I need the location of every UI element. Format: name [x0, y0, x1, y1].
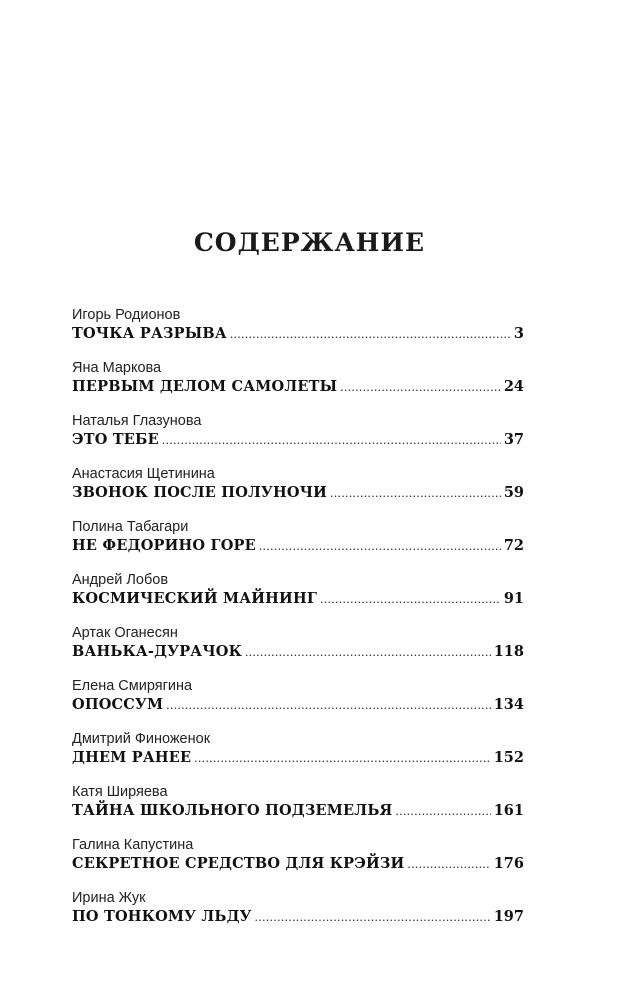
- toc-entry[interactable]: [72, 411, 524, 464]
- story-title: ТАЙНА ШКОЛЬНОГО ПОДЗЕМЕЛЬЯ: [72, 802, 393, 819]
- toc-entry[interactable]: [72, 835, 524, 888]
- dot-leader: [230, 326, 511, 342]
- toc-line: [72, 749, 524, 773]
- page-number: 59: [503, 484, 524, 501]
- author-name: Елена Смирягина: [72, 678, 193, 694]
- story-title: ПЕРВЫМ ДЕЛОМ САМОЛЕТЫ: [72, 378, 338, 395]
- dot-leader: [340, 379, 501, 395]
- dot-leader: [162, 432, 501, 448]
- dot-leader: [259, 538, 501, 554]
- author-name: Наталья Глазунова: [72, 413, 202, 429]
- toc-entry[interactable]: [72, 517, 524, 570]
- toc-entry[interactable]: [72, 570, 524, 623]
- page-number: 72: [503, 537, 524, 554]
- story-title: КОСМИЧЕСКИЙ МАЙНИНГ: [72, 590, 318, 607]
- toc-line: [72, 802, 524, 826]
- dot-leader: [320, 591, 501, 607]
- toc-line: [72, 378, 524, 402]
- page-number: 3: [513, 325, 524, 342]
- page-number: 161: [493, 802, 524, 819]
- story-title: ВАНЬКА-ДУРАЧОК: [72, 643, 242, 660]
- table-of-contents: [72, 305, 524, 941]
- toc-entry[interactable]: [72, 729, 524, 782]
- toc-entry[interactable]: [72, 358, 524, 411]
- page-number: 24: [503, 378, 524, 395]
- story-title: ЭТО ТЕБЕ: [72, 431, 159, 448]
- page-title: СОДЕРЖАНИЕ: [193, 228, 426, 257]
- toc-line: [72, 431, 524, 455]
- page-number: 134: [493, 696, 524, 713]
- page-number: 152: [493, 749, 524, 766]
- toc-line: [72, 908, 524, 932]
- page-number: 91: [503, 590, 524, 607]
- toc-entry[interactable]: [72, 623, 524, 676]
- story-title: ДНЕМ РАНЕЕ: [72, 749, 192, 766]
- toc-line: [72, 590, 524, 614]
- author-name: Полина Табагари: [72, 519, 189, 535]
- dot-leader: [245, 644, 491, 660]
- story-title: СЕКРЕТНОЕ СРЕДСТВО ДЛЯ КРЭЙЗИ: [72, 855, 405, 872]
- story-title: ОПОССУМ: [72, 696, 164, 713]
- toc-entry[interactable]: [72, 888, 524, 941]
- author-name: Яна Маркова: [72, 360, 162, 376]
- dot-leader: [407, 856, 490, 872]
- author-name: Анастасия Щетинина: [72, 466, 215, 482]
- toc-entry[interactable]: [72, 305, 524, 358]
- toc-line: [72, 855, 524, 879]
- page-number: 197: [493, 908, 524, 925]
- story-title: ТОЧКА РАЗРЫВА: [72, 325, 227, 342]
- page-number: 118: [493, 643, 524, 660]
- toc-line: [72, 643, 524, 667]
- story-title: ПО ТОНКОМУ ЛЬДУ: [72, 908, 252, 925]
- author-name: Ирина Жук: [72, 890, 146, 906]
- toc-entry[interactable]: [72, 464, 524, 517]
- dot-leader: [194, 750, 490, 766]
- dot-leader: [395, 803, 490, 819]
- author-name: Андрей Лобов: [72, 572, 169, 588]
- dot-leader: [255, 909, 491, 925]
- author-name: Игорь Родионов: [72, 307, 181, 323]
- toc-line: [72, 537, 524, 561]
- author-name: Галина Капустина: [72, 837, 194, 853]
- page-number: 176: [493, 855, 524, 872]
- toc-line: [72, 696, 524, 720]
- dot-leader: [166, 697, 490, 713]
- toc-line: [72, 484, 524, 508]
- toc-entry[interactable]: [72, 676, 524, 729]
- toc-entry[interactable]: [72, 782, 524, 835]
- story-title: НЕ ФЕДОРИНО ГОРЕ: [72, 537, 256, 554]
- author-name: Дмитрий Финоженок: [72, 731, 211, 747]
- story-title: ЗВОНОК ПОСЛЕ ПОЛУНОЧИ: [72, 484, 328, 501]
- author-name: Катя Ширяева: [72, 784, 168, 800]
- page-number: 37: [503, 431, 524, 448]
- dot-leader: [330, 485, 501, 501]
- author-name: Артак Оганесян: [72, 625, 178, 641]
- toc-line: [72, 325, 524, 349]
